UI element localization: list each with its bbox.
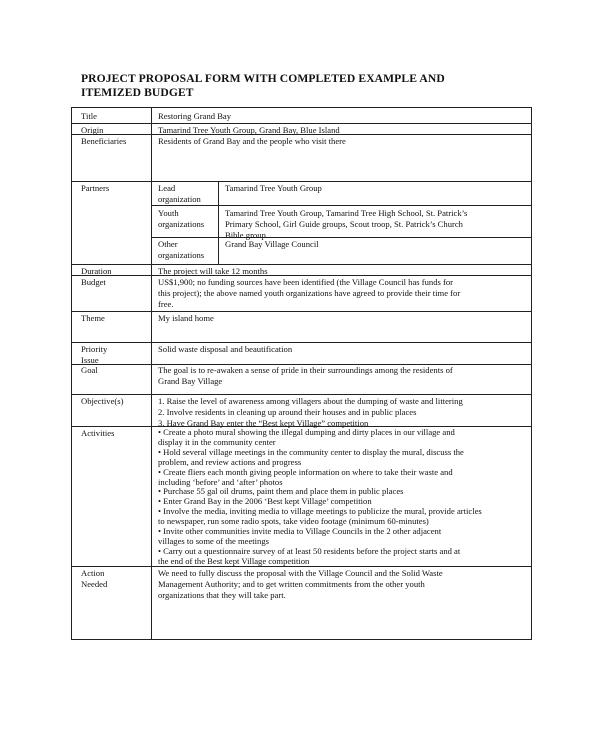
row-divider	[72, 264, 531, 265]
document-title	[81, 72, 445, 99]
activities-list	[158, 428, 482, 567]
action-needed-label: Action Needed	[81, 568, 108, 589]
other-org-value: Grand Bay Village Council	[225, 239, 319, 249]
theme-value: My island home	[158, 313, 214, 323]
objective-item: 1. Raise the level of awareness among villagers about the dumping of waste and littering	[158, 396, 463, 406]
origin-label: Origin	[81, 125, 104, 135]
row-divider	[72, 342, 531, 343]
budget-label: Budget	[81, 277, 106, 287]
youth-org-label: Youth organizations	[158, 208, 205, 229]
activity-line: • Enter Grand Bay in the 2006 ‘Best kept Village’ competition	[158, 496, 372, 507]
action-needed-value: We need to fully discuss the proposal with the Village Council and the Solid Waste Management Authority; and to get written commitments from the other youth organizations that they will take part.	[158, 568, 443, 600]
activity-line: villages to some of the meetings	[158, 535, 269, 546]
activity-line: • Create a photo mural showing the illegal dumping and dirty places in our village and	[158, 427, 455, 437]
activity-line: display it in the community center	[158, 436, 276, 447]
partners-label: Partners	[81, 183, 110, 193]
other-org-label: Other organizations	[158, 239, 205, 260]
theme-label: Theme	[81, 313, 105, 323]
beneficiaries-label: Beneficiaries	[81, 136, 127, 146]
title-line-2: ITEMIZED BUDGET	[81, 85, 194, 99]
goal-label: Goal	[81, 365, 98, 375]
priority-issue-label: Priority Issue	[81, 344, 108, 365]
title-label: Title	[81, 111, 97, 121]
lead-org-value: Tamarind Tree Youth Group	[225, 183, 322, 193]
duration-label: Duration	[81, 266, 112, 276]
title-line-1: PROJECT PROPOSAL FORM WITH COMPLETED EXAMPLE AND	[81, 72, 445, 85]
activity-line: the end of the Best kept Village competition	[158, 555, 310, 566]
title-value: Restoring Grand Bay	[158, 111, 232, 121]
objectives-list	[158, 396, 463, 429]
activity-line: • Involve the media, inviting media to village meetings to publicize the mural, provide articles	[158, 506, 482, 517]
proposal-form-table	[71, 107, 532, 640]
partners-column-divider	[218, 181, 219, 264]
activity-line: • Create fliers each month giving people information on where to take their waste and	[158, 466, 453, 477]
activity-line: • Carry out a questionnaire survey of at least 50 residents before the project starts and at	[158, 545, 461, 556]
origin-value: Tamarind Tree Youth Group, Grand Bay, Blue Island	[158, 125, 340, 135]
goal-value: The goal is to re-awaken a sense of pride in their surroundings among the residents of Grand Bay Village	[158, 365, 453, 386]
budget-value: US$1,900; no funding sources have been identified (the Village Council has funds for this project); the above named youth organizations have agreed to provide their time for free.	[158, 277, 461, 309]
objectives-label: Objective(s)	[81, 396, 124, 406]
row-divider	[72, 311, 531, 312]
row-divider	[72, 181, 531, 182]
row-divider	[72, 394, 531, 395]
row-divider	[72, 275, 531, 276]
activity-line: including ‘before’ and ‘after’ photos	[158, 476, 283, 487]
beneficiaries-value: Residents of Grand Bay and the people who visit there	[158, 136, 346, 146]
activity-line: • Hold several village meetings in the community center to display the mural, discuss the	[158, 446, 464, 457]
activities-label: Activities	[81, 428, 115, 438]
priority-issue-value: Solid waste disposal and beautification	[158, 344, 293, 354]
lead-org-label: Lead organization	[158, 183, 201, 204]
youth-org-value: Tamarind Tree Youth Group, Tamarind Tree High School, St. Patrick’s Primary School, Girl Guide groups, Scout troop, St. Patrick’s Church Bible group	[225, 208, 468, 240]
objective-item: 3. Have Grand Bay enter the “Best kept Village” competition	[158, 418, 369, 428]
activity-line: to newspaper, run some radio spots, take video footage (minimum 60-minutes)	[158, 516, 429, 527]
duration-value: The project will take 12 months	[158, 266, 268, 276]
activity-line: • Invite other communities invite media to Village Councils in the 2 other adjacent	[158, 526, 442, 537]
partners-sub-divider	[151, 205, 531, 206]
column-divider	[151, 108, 152, 639]
activity-line: • Purchase 55 gal oil drums, paint them and place them in public places	[158, 486, 404, 497]
activity-line: problem, and review actions and progress	[158, 456, 302, 467]
row-divider	[72, 123, 531, 124]
objective-item: 2. Involve residents in cleaning up around their houses and in public places	[158, 407, 417, 417]
